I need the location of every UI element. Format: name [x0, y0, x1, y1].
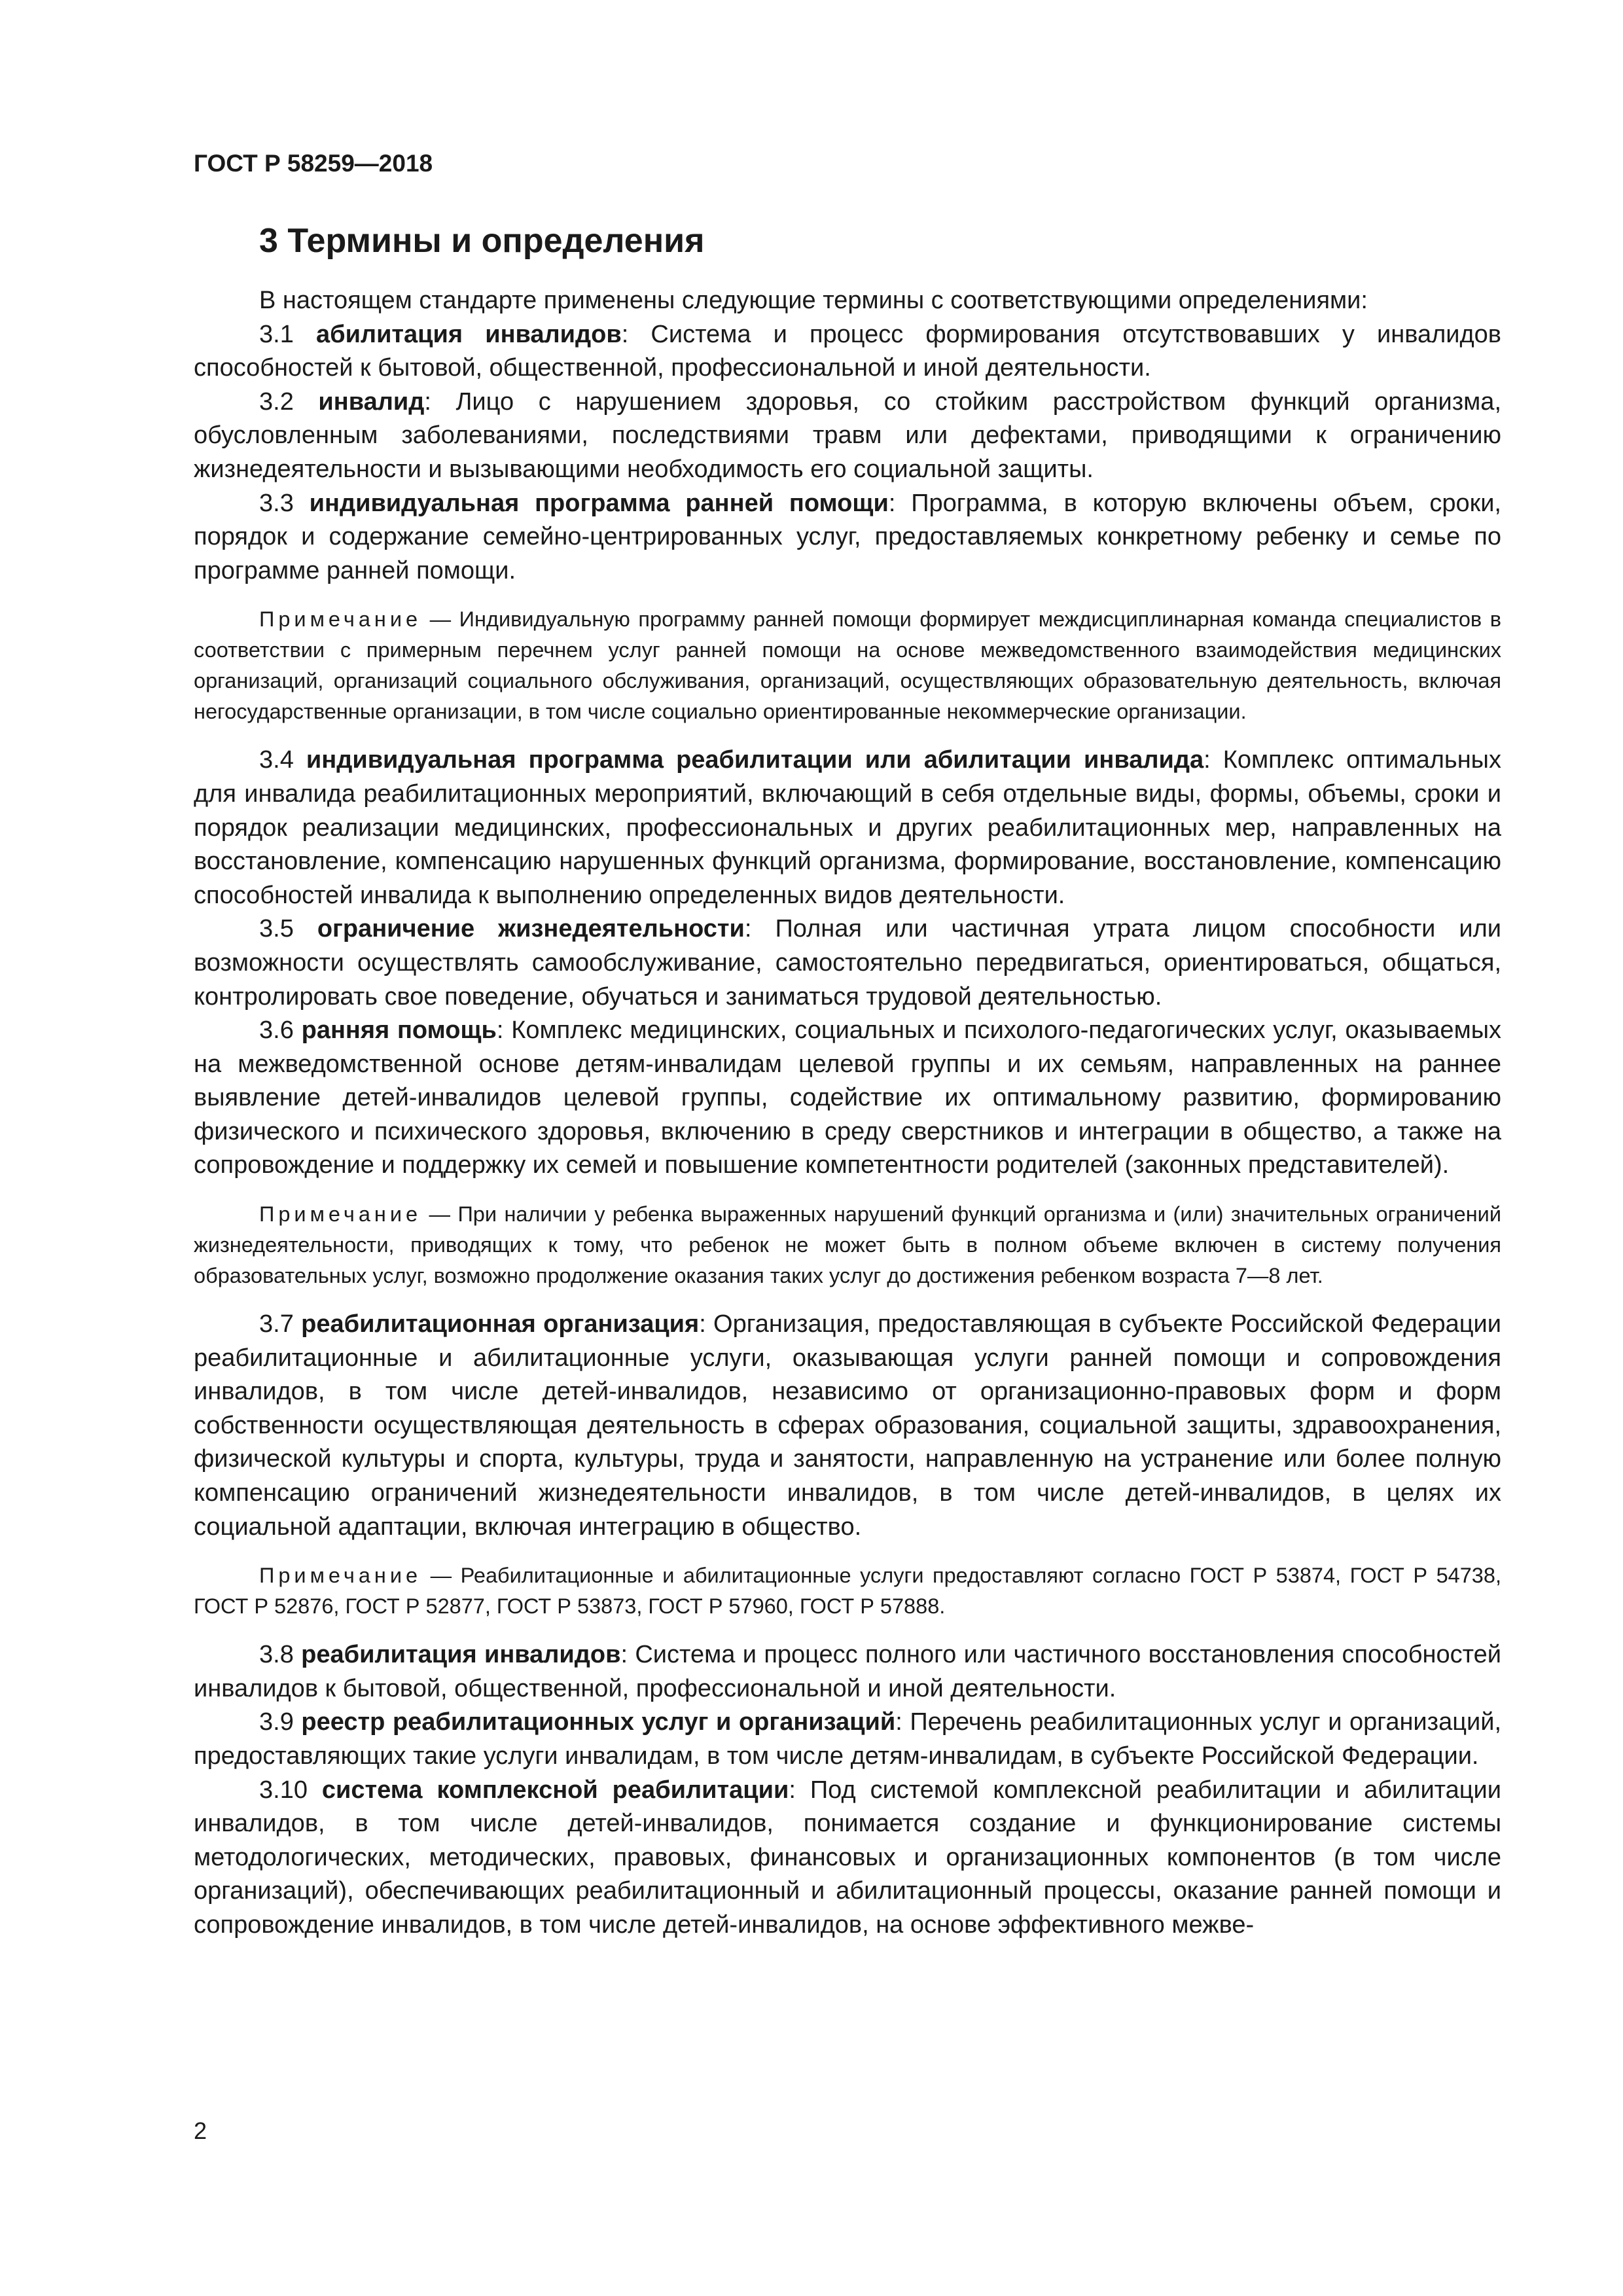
term-name: реестр реабилитационных услуг и организаций: [301, 1708, 896, 1736]
note-label: Примечание: [259, 1202, 422, 1227]
term-number: 3.6: [259, 1016, 294, 1045]
term-name: реабилитационная организация: [301, 1310, 700, 1338]
note-label: Примечание: [259, 607, 422, 632]
term-definition: : Под системой комплексной реабилитации и абилитации инвалидов, в том числе детей-инвалидов, понимается создание и функционирование системы методологических, методических, правовых, финансовых и организационных компонентов (в том числе организаций), обеспечивающих реабилитационный и абилитационный процессы, оказание ранней помощи и сопровождение инвалидов, в том числе детей-инвалидов, на основе эффективного межве-: [194, 1776, 1501, 1939]
term-name: индивидуальная программа реабилитации или абилитации инвалида: [306, 746, 1204, 774]
note-label: Примечание: [259, 1564, 422, 1588]
term-number: 3.5: [259, 915, 294, 943]
term-name: инвалид: [318, 387, 425, 416]
intro-paragraph: В настоящем стандарте применены следующие термины с соответствующими определениями:: [259, 287, 1368, 314]
term-definition: : Лицо с нарушением здоровья, со стойким расстройством функций организма, обусловленным заболеваниями, последствиями травм или дефектами, приводящими к ограничению жизнедеятельности и вызывающими необходимость его социальной защиты.: [194, 387, 1502, 483]
term-name: система комплексной реабилитации: [321, 1776, 789, 1804]
term-number: 3.8: [259, 1641, 294, 1669]
term-paragraph: [194, 1638, 1501, 1706]
term-definition: : Система и процесс полного или частичного восстановления способностей инвалидов к бытовой, общественной, профессиональной и иной деятельности.: [194, 1641, 1501, 1702]
term-definition: : Полная или частичная утрата лицом способности или возможности осуществлять самообслуживание, самостоятельно передвигаться, ориентироваться, общаться, контролировать свое поведение, обучаться и заниматься трудовой деятельностью.: [194, 915, 1501, 1011]
section-content: [194, 284, 1501, 1943]
term-paragraph: [194, 1014, 1501, 1183]
term-name: реабилитация инвалидов: [301, 1641, 621, 1669]
note-paragraph: [194, 1199, 1501, 1291]
term-paragraph: [194, 744, 1501, 912]
document-page: [194, 0, 1501, 2296]
term-number: 3.10: [259, 1776, 308, 1804]
note-paragraph: [194, 1560, 1501, 1622]
term-paragraph: [194, 318, 1501, 386]
term-name: ограничение жизнедеятельности: [317, 915, 745, 943]
document-header: ГОСТ Р 58259—2018: [194, 150, 433, 177]
term-number: 3.1: [259, 320, 294, 348]
term-name: абилитация инвалидов: [315, 320, 622, 348]
term-paragraph: [194, 1706, 1501, 1773]
note-text: — Индивидуальную программу ранней помощи формирует междисциплинарная команда специалистов в соответствии с примерным перечнем услуг ранней помощи на основе межведомственного взаимодействия медицинских организаций, организаций социального обслуживания, организаций, осуществляющих образовательную деятельность, включая негосударственные организации, в том числе социально ориентированные некоммерческие организации.: [194, 607, 1501, 724]
term-definition: : Комплекс медицинских, социальных и психолого-педагогических услуг, оказываемых на межведомственной основе детям-инвалидам целевой группы и их семьям, направленных на раннее выявление детей-инвалидов целевой группы, содействие их оптимальному развитию, формированию физического и психического здоровья, включению в среду сверстников и интеграции в общество, а также на сопровождение и поддержку их семей и повышение компетентности родителей (законных представителей).: [194, 1016, 1502, 1179]
note-paragraph: [194, 604, 1501, 727]
note-text: — При наличии у ребенка выраженных нарушений функций организма и (или) значительных ограничений жизнедеятельности, приводящих к тому, что ребенок не может быть в полном объеме включен в систему получения образовательных услуг, возможно продолжение оказания таких услуг до достижения ребенком возраста 7—8 лет.: [194, 1202, 1501, 1288]
page-number: 2: [194, 2117, 207, 2144]
term-definition: : Перечень реабилитационных услуг и организаций, предоставляющих такие услуги инвалидам, в том числе детям-инвалидам, в субъекте Российской Федерации.: [194, 1708, 1501, 1770]
term-definition: : Программа, в которую включены объем, сроки, порядок и содержание семейно-центрированных услуг, предоставляемых конкретному ребенку и семье по программе ранней помощи.: [194, 489, 1501, 584]
term-paragraph: [194, 912, 1501, 1014]
term-paragraph: [194, 1308, 1501, 1544]
term-definition: : Организация, предоставляющая в субъекте Российской Федерации реабилитационные и абилитационные услуги, оказывающая услуги ранней помощи и сопровождения инвалидов, в том числе детей-инвалидов, независимо от организационно-правовых форм и форм собственности осуществляющая деятельность в сферах образования, социальной защиты, здравоохранения, физической культуры и спорта, культуры, труда и занятости, направленную на устранение или более полную компенсацию ограничений жизнедеятельности инвалидов, в том числе детей-инвалидов, в целях их социальной адаптации, включая интеграцию в общество.: [194, 1310, 1502, 1541]
term-paragraph: [194, 386, 1501, 487]
term-number: 3.3: [259, 489, 294, 517]
term-number: 3.2: [259, 387, 294, 416]
term-number: 3.4: [259, 746, 294, 774]
term-number: 3.9: [259, 1708, 294, 1736]
term-number: 3.7: [259, 1310, 294, 1338]
term-name: индивидуальная программа ранней помощи: [309, 489, 889, 517]
section-title: 3 Термины и определения: [259, 222, 705, 260]
term-name: ранняя помощь: [301, 1016, 497, 1045]
term-definition: : Система и процесс формирования отсутствовавших у инвалидов способностей к бытовой, общественной, профессиональной и иной деятельности.: [194, 320, 1501, 382]
term-paragraph: [194, 1774, 1501, 1943]
term-definition: : Комплекс оптимальных для инвалида реабилитационных мероприятий, включающий в себя отдельные виды, формы, объемы, сроки и порядок реализации медицинских, профессиональных и других реабилитационных мер, направленных на восстановление, компенсацию нарушенных функций организма, формирование, восстановление, компенсацию способностей инвалида к выполнению определенных видов деятельности.: [194, 746, 1501, 909]
term-paragraph: [194, 487, 1501, 588]
note-text: — Реабилитационные и абилитационные услуги предоставляют согласно ГОСТ Р 53874, ГОСТ Р 54738, ГОСТ Р 52876, ГОСТ Р 52877, ГОСТ Р 53873, ГОСТ Р 57960, ГОСТ Р 57888.: [194, 1564, 1501, 1619]
